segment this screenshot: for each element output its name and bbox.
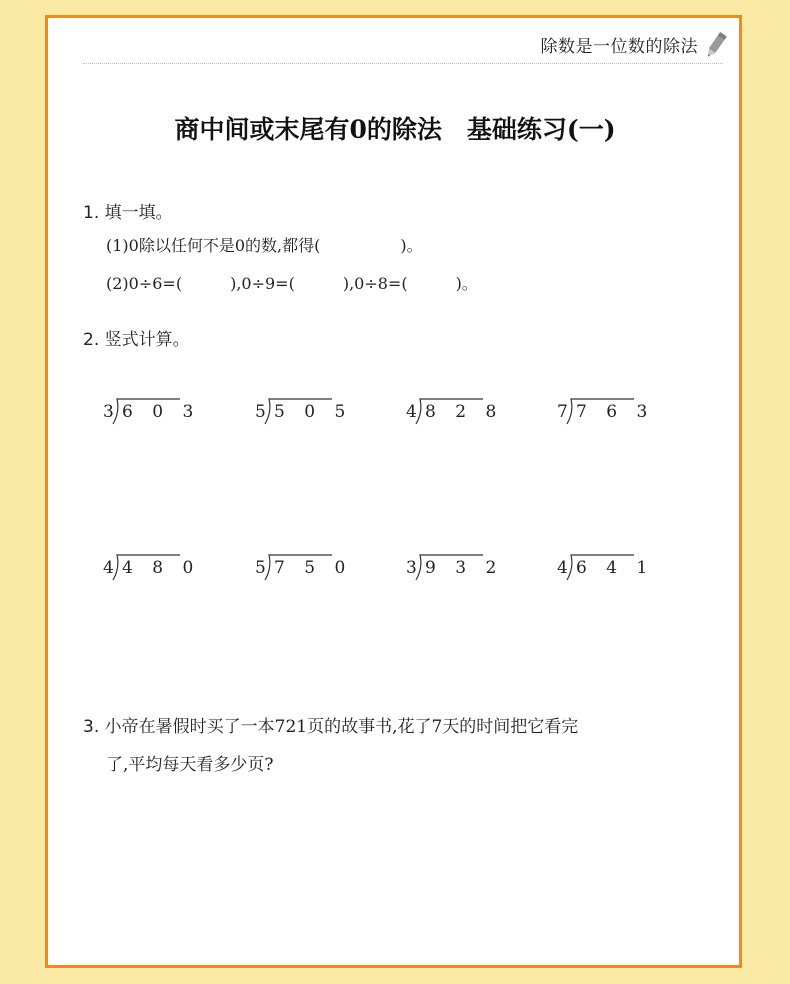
dividend: 7 5 0 bbox=[274, 558, 353, 578]
question-1-item-1: (1)0除以任何不是0的数,都得( )。 bbox=[106, 236, 423, 255]
question-3-text: 小帝在暑假时买了一本721页的故事书,花了7天的时间把它看完 bbox=[104, 717, 579, 737]
question-2-heading: 2. 竖式计算。 bbox=[83, 330, 190, 350]
divisor: 4 bbox=[406, 402, 417, 422]
dividend: 5 0 5 bbox=[274, 402, 353, 422]
divisor: 4 bbox=[557, 558, 568, 578]
divisor: 5 bbox=[255, 402, 266, 422]
header-divider bbox=[83, 63, 723, 64]
section-header: 除数是一位数的除法 bbox=[540, 37, 698, 57]
question-3-number: 3. bbox=[83, 717, 100, 737]
question-3-line-1 bbox=[83, 708, 703, 746]
divisor: 3 bbox=[103, 402, 114, 422]
dividend: 4 8 0 bbox=[122, 558, 201, 578]
dividend: 6 4 1 bbox=[576, 558, 655, 578]
question-3-line-2: 了,平均每天看多少页? bbox=[106, 755, 274, 775]
dividend: 6 0 3 bbox=[122, 402, 201, 422]
divisor: 3 bbox=[406, 558, 417, 578]
dividend: 8 2 8 bbox=[425, 402, 504, 422]
question-1-item-2: (2)0÷6=( ),0÷9=( ),0÷8=( )。 bbox=[106, 274, 478, 293]
dividend: 7 6 3 bbox=[576, 402, 655, 422]
question-1-heading: 1. 填一填。 bbox=[83, 203, 173, 223]
worksheet-page bbox=[45, 15, 742, 968]
divisor: 5 bbox=[255, 558, 266, 578]
pencil-icon bbox=[703, 30, 729, 60]
divisor: 7 bbox=[557, 402, 568, 422]
page-title: 商中间或末尾有0的除法 基础练习(一) bbox=[174, 115, 616, 144]
divisor: 4 bbox=[103, 558, 114, 578]
question-3 bbox=[83, 708, 703, 784]
dividend: 9 3 2 bbox=[425, 558, 504, 578]
